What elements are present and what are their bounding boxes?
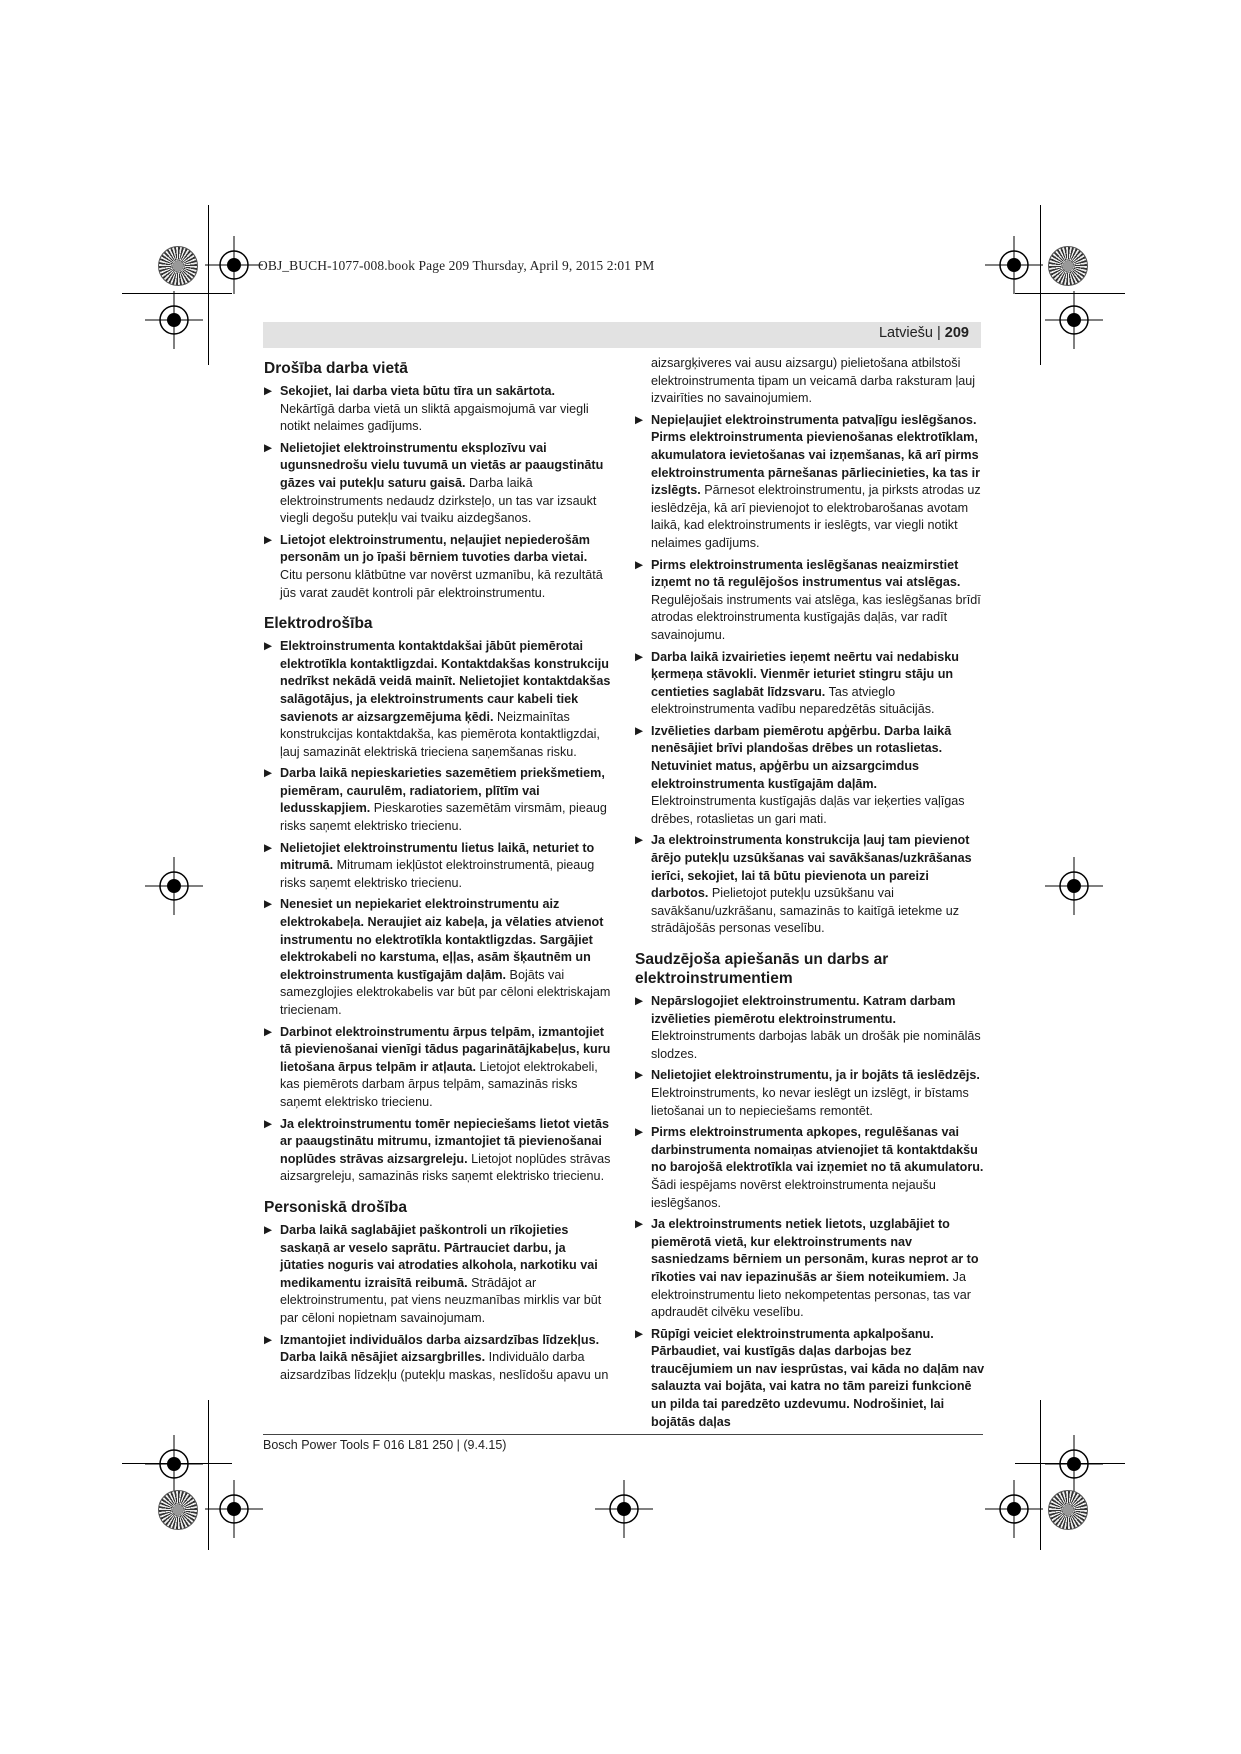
item-text: Bojāts vai samezglojies elektrokabelis var būt par cēloni elektriskajam triecienam.	[280, 967, 611, 1017]
registration-mark-icon	[205, 1480, 263, 1538]
footer-divider	[263, 1434, 983, 1435]
item-text: Pieskaroties sazemētām virsmām, pieaug risks saņemt elektrisko triecienu.	[280, 801, 607, 834]
bullet-triangle-icon: ▶	[635, 834, 644, 847]
bullet-triangle-icon: ▶	[264, 898, 273, 911]
list-item	[635, 723, 985, 829]
item-text: Pielietojot putekļu uzsūkšanu vai savākšanu/uzkrāšanu, samazinās to kaitīgā ietekme uz strādājošās personas veselību.	[651, 886, 960, 936]
bullet-triangle-icon: ▶	[264, 1333, 273, 1346]
list-item	[264, 383, 612, 436]
page-header-band	[263, 322, 981, 348]
list-item	[635, 1124, 985, 1212]
color-wheel-icon	[1048, 246, 1088, 286]
list-item	[264, 765, 612, 835]
item-text: Elektroinstruments darbojas labāk un drošāk pie nominālās slodzes.	[651, 1029, 981, 1061]
bullet-triangle-icon: ▶	[635, 995, 644, 1007]
bullet-triangle-icon: ▶	[264, 1223, 273, 1236]
bullet-triangle-icon: ▶	[264, 441, 273, 454]
item-bold: Nelietojiet elektroinstrumentu, ja ir bojāts tā ieslēdzējs.	[651, 1068, 980, 1083]
footer-text: Bosch Power Tools F 016 L81 250 | (9.4.15)	[263, 1438, 507, 1452]
section-title: Personiskā drošība	[264, 1198, 408, 1216]
item-text: Lietojot elektrokabeli, kas piemērots darbam ārpus telpām, samazinās risks saņemt elektrisko triecienu.	[280, 1059, 598, 1109]
item-text: Neizmainītas konstrukcijas kontaktdakša, kas piemērota kontaktligzdai, ļauj samazināt elektriskā trieciena saņemšanas risku.	[280, 709, 600, 759]
color-wheel-icon	[158, 1490, 198, 1530]
item-text: Citu personu klātbūtne var novērst uzmanību, kā rezultātā jūs varat zaudēt kontroli pār elektroinstrumentu.	[280, 567, 603, 600]
bullet-triangle-icon: ▶	[264, 385, 273, 397]
item-bold: Rūpīgi veiciet elektroinstrumenta apkalpošanu. Pārbaudiet, vai kustīgās daļas darbojas bez traucējumiem un nav iesprūstas, vai kāda no daļām nav salauzta vai bojāta, vai katra no tām pareizi funkcionē un pilda tai paredzēto uzdevumu. Nodrošiniet, lai bojātās daļas	[651, 1326, 985, 1429]
item-text: Elektroinstruments, ko nevar ieslēgt un izslēgt, ir bīstams lietošanai un to nepieciešams remontēt.	[651, 1085, 969, 1118]
item-bold: Sekojiet, lai darba vieta būtu tīra un sakārtota.	[280, 384, 556, 398]
bullet-triangle-icon: ▶	[635, 1327, 644, 1340]
bullet-triangle-icon: ▶	[635, 650, 644, 663]
list-item	[635, 412, 985, 553]
item-text: Regulējošais instruments vai atslēga, kas ieslēgšanas brīdī atrodas elektroinstrumenta kustīgajās daļās, var radīt savainojumu.	[651, 592, 981, 642]
item-bold: Nepārslogojiet elektroinstrumentu. Katram darbam izvēlieties piemērotu elektroinstrumentu.	[651, 994, 956, 1026]
item-text: Darba laikā elektroinstruments nedaudz dzirksteļo, un tas var izsaukt viegli degošu putekļu vai tvaiku aizdegšanos.	[280, 475, 597, 526]
list-item	[264, 1116, 612, 1186]
item-bold: Darba laikā nepieskarieties sazemētiem priekšmetiem, piemēram, caurulēm, radiatoriem, plītīm vai ledusskapjiem.	[280, 766, 605, 816]
list-item	[264, 896, 612, 1019]
item-text: Ja elektroinstrumentu lieto nekompetentas personas, tas var apdraudēt cilvēku veselību.	[651, 1269, 971, 1320]
item-bold: Elektroinstrumenta kontaktdakšai jābūt piemērotai elektrotīkla kontaktligzdai. Kontaktdakšas konstrukciju nedrīkst nekādā veidā mainīt. Nelietojiet kontaktdakšas salāgotājus, ja elektroinstruments caur kabeli tiek savienots ar aizsargzemējuma ķēdi.	[280, 639, 611, 724]
item-text: Strādājot ar elektroinstrumentu, pat viens neuzmanības mirklis var būt par cēloni nopietnam savainojumam.	[280, 1275, 602, 1325]
list-item	[635, 1216, 985, 1322]
item-bold: Nelietojiet elektroinstrumentu lietus laikā, neturiet to mitrumā.	[280, 840, 595, 873]
print-header: OBJ_BUCH-1077-008.book Page 209 Thursday, April 9, 2015 2:01 PM	[258, 258, 655, 273]
item-bold: Lietojot elektroinstrumentu, neļaujiet nepiederošām personām un jo īpaši bērniem tuvoties darba vietai.	[280, 532, 591, 565]
item-bold: Pirms elektroinstrumenta apkopes, regulēšanas vai darbinstrumenta nomaiņas atvienojiet tā kontaktdakšu no barojošā elektrotīkla vai izņemiet no tā akumulatoru.	[651, 1125, 984, 1175]
continued-text: aizsargķiveres vai ausu aizsargu) pielietošana atbilstoši elektroinstrumenta tipam un veicamā darba raksturam ļauj izvairīties no savainojumiem.	[651, 356, 976, 406]
right-column	[635, 355, 985, 1435]
item-text: Individuālo darba aizsardzības līdzekļu (putekļu maskas, neslīdošu apavu un	[280, 1350, 609, 1382]
item-bold: Ja elektroinstruments netiek lietots, uzglabājiet to piemērotā vietā, kur elektroinstruments nav sasniedzams bērniem un personām, kuras neprot ar to rīkoties vai nav iepazinušās ar šiem noteikumiem.	[651, 1217, 979, 1284]
registration-mark-icon	[145, 1435, 203, 1493]
registration-mark-icon	[1045, 1435, 1103, 1493]
item-text: Šādi iespējams novērst elektroinstrumenta nejaušu ieslēgšanos.	[651, 1177, 936, 1210]
list-item	[635, 993, 985, 1063]
list-item	[264, 638, 612, 761]
item-text: Elektroinstrumenta kustīgajās daļās var ieķerties vaļīgas drēbes, rotaslietas un gari mati.	[651, 794, 965, 826]
registration-mark-icon	[595, 1480, 653, 1538]
list-item	[635, 1067, 985, 1120]
item-bold: Darba laikā izvairieties ieņemt neērtu vai nedabisku ķermeņa stāvokli. Vienmēr ieturiet stingru stāju un centieties saglabāt līdzsvaru.	[651, 649, 959, 699]
list-item	[264, 840, 612, 893]
left-column	[264, 355, 612, 1388]
language-label: Latviešu	[878, 325, 933, 341]
list-item	[635, 1326, 985, 1432]
color-wheel-icon	[1048, 1490, 1088, 1530]
item-bold: Darba laikā saglabājiet paškontroli un rīkojieties saskaņā ar veselo saprātu. Pārtrauciet darbu, ja jūtaties noguris vai atrodaties alkohola, narkotiku vai medikamentu izraisītā reibumā.	[280, 1222, 598, 1290]
registration-mark-icon	[985, 236, 1043, 294]
registration-mark-icon	[145, 857, 203, 915]
bullet-triangle-icon: ▶	[264, 1025, 273, 1038]
item-text: Nekārtīgā darba vietā un sliktā apgaismojumā var viegli notikt nelaimes gadījums.	[280, 401, 589, 434]
list-item	[635, 557, 985, 645]
bullet-triangle-icon: ▶	[635, 1126, 644, 1139]
bullet-triangle-icon: ▶	[264, 533, 273, 546]
item-text: Mitrumam iekļūstot elektroinstrumentā, pieaug risks saņemt elektrisko triecienu.	[280, 858, 595, 890]
bullet-triangle-icon: ▶	[635, 1218, 644, 1231]
item-bold: Pirms elektroinstrumenta ieslēgšanas neaizmirstiet izņemt no tā regulējošos instrumentus vai atslēgas.	[651, 557, 961, 590]
registration-mark-icon	[205, 236, 263, 294]
bullet-triangle-icon: ▶	[264, 1117, 273, 1130]
item-bold: Nenesiet un nepiekariet elektroinstrumentu aiz elektrokabeļa. Neraujiet aiz kabeļa, ja vēlaties atvienot instrumentu no elektrotīkla kontaktligzdas. Sargājiet elektrokabeli no karstuma, eļļas, asām šķautnēm un elektroinstrumenta kustīgajām daļām.	[280, 897, 604, 982]
registration-mark-icon	[985, 1480, 1043, 1538]
list-item	[264, 1222, 612, 1328]
section-title: Drošība darba vietā	[264, 360, 408, 377]
section-title: Elektrodrošība	[264, 615, 373, 633]
registration-mark-icon	[1045, 857, 1103, 915]
page-number: 209	[944, 325, 969, 341]
item-bold: Izvēlieties darbam piemērotu apģērbu. Darba laikā nenēsājiet brīvi plandošas drēbes un rotaslietas. Netuviniet matus, apģērbu un aizsargcimdus elektroinstrumenta kustīgajām daļām.	[651, 723, 952, 791]
list-item	[264, 1332, 612, 1385]
item-bold: Nepieļaujiet elektroinstrumenta patvaļīgu ieslēgšanos. Pirms elektroinstrumenta pievienošanas elektrotīklam, akumulatora ievietošanas vai izņemšanas, kā arī pirms elektroinstrumenta pārnešanas pārliecinieties, ka tas ir izslēgts.	[651, 412, 980, 498]
list-item	[264, 440, 612, 528]
bullet-triangle-icon: ▶	[635, 724, 644, 737]
item-bold: Darbinot elektroinstrumentu ārpus telpām, izmantojiet tā pievienošanai vienīgi tādus pagarinātājkabeļus, kuru lietošana ārpus telpām ir atļauta.	[280, 1024, 611, 1074]
list-item	[635, 832, 985, 938]
bullet-triangle-icon: ▶	[264, 640, 273, 653]
list-item	[635, 649, 985, 719]
item-text: Pārnesot elektroinstrumentu, ja pirksts atrodas uz ieslēdzēja, kā arī pievienojot to elektrobarošanas avotam laikā, kad elektroinstruments ir ieslēgts, var viegli notikt nelaimes gadījums.	[651, 483, 981, 550]
list-item	[264, 532, 612, 602]
registration-mark-icon	[145, 291, 203, 349]
list-item	[264, 1024, 612, 1112]
page-label: Latviešu | 209	[878, 325, 969, 341]
bullet-triangle-icon: ▶	[264, 767, 273, 780]
item-bold: Izmantojiet individuālos darba aizsardzības līdzekļus. Darba laikā nēsājiet aizsargbrilles.	[280, 1332, 600, 1365]
color-wheel-icon	[158, 246, 198, 286]
bullet-triangle-icon: ▶	[264, 841, 273, 854]
registration-mark-icon	[1045, 291, 1103, 349]
bullet-triangle-icon: ▶	[635, 558, 644, 571]
item-bold: Nelietojiet elektroinstrumentu eksplozīvu vai ugunsnedrošu vielu tuvumā un vietās ar paaugstinātu gāzes vai putekļu saturu gaisā.	[280, 440, 604, 490]
item-text: Lietojot noplūdes strāvas aizsargreleju, samazinās risks saņemt elektrisko triecienu.	[280, 1151, 611, 1184]
bullet-triangle-icon: ▶	[635, 413, 644, 426]
section-title: Saudzējoša apiešanās un darbs ar elektroinstrumentiem	[635, 951, 889, 987]
item-bold: Ja elektroinstrumenta konstrukcija ļauj tam pievienot ārējo putekļu uzsūkšanas vai savākšanas/uzkrāšanas ierīci, sekojiet, lai tā būtu pievienota un pareizi darbotos.	[651, 833, 972, 901]
item-text: Tas atvieglo elektroinstrumenta vadību neparedzētās situācijās.	[651, 684, 935, 717]
bullet-triangle-icon: ▶	[635, 1069, 644, 1082]
item-bold: Ja elektroinstrumentu tomēr nepieciešams lietot vietās ar paaugstinātu mitrumu, izmantojiet tā pievienošanai noplūdes strāvas aizsargreleju.	[280, 1116, 609, 1166]
